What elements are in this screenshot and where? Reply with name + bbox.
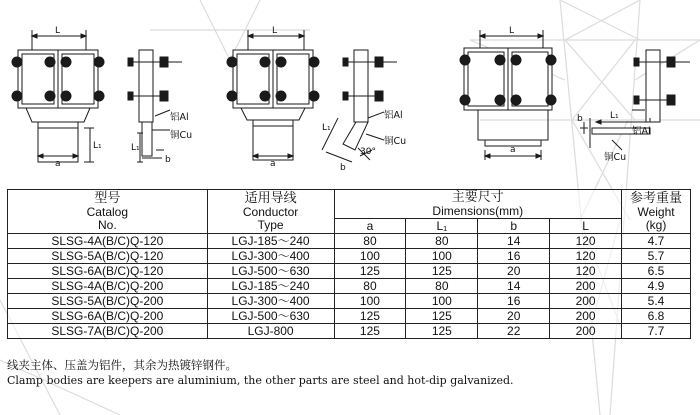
technical-drawings	[0, 0, 700, 185]
dim-label-L1: L₁	[610, 111, 619, 121]
header-model	[8, 190, 208, 234]
dim-label-L1: L₁	[322, 123, 331, 133]
header-col-L1: L₁	[406, 219, 478, 234]
header-conductor-en: Conductor	[242, 205, 299, 219]
cell-b: 20	[478, 264, 550, 279]
cell-conductor: LGJ-185～240	[207, 234, 334, 249]
cell-a: 100	[334, 294, 406, 309]
cell-model: SLSG-6A(B/C)Q-120	[8, 264, 208, 279]
cell-L: 200	[550, 324, 622, 339]
cell-weight: 4.9	[622, 279, 691, 294]
table-row	[8, 294, 691, 309]
cell-L: 120	[550, 249, 622, 264]
label-aluminium: 铝Al	[632, 126, 651, 137]
cell-a: 80	[334, 279, 406, 294]
label-aluminium: 铝Al	[170, 112, 189, 123]
cell-a: 125	[334, 324, 406, 339]
cell-conductor: LGJ-185～240	[207, 279, 334, 294]
dim-label-L: L	[272, 26, 278, 36]
dim-label-b: b	[165, 155, 171, 165]
cell-b: 16	[478, 249, 550, 264]
drawing-front-view-a	[12, 30, 104, 162]
cell-L: 200	[550, 309, 622, 324]
header-conductor-en: Type	[257, 218, 284, 232]
dim-label-L: L	[55, 26, 61, 36]
header-dimensions-en: Dimensions(mm)	[432, 204, 524, 218]
table-row	[8, 234, 691, 249]
header-conductor	[207, 190, 334, 234]
cell-model: SLSG-5A(B/C)Q-200	[8, 294, 208, 309]
header-weight-unit: (kg)	[645, 218, 667, 232]
cell-conductor: LGJ-500～630	[207, 264, 334, 279]
header-dimensions-zh: 主要尺寸	[451, 190, 504, 205]
header-weight	[622, 190, 691, 234]
label-copper: 铜Cu	[604, 152, 627, 163]
cell-weight: 6.5	[622, 264, 691, 279]
table-row	[8, 309, 691, 324]
header-col-L: L	[550, 219, 622, 234]
table-row	[8, 264, 691, 279]
drawing-front-view-c	[460, 30, 556, 160]
cell-b: 20	[478, 309, 550, 324]
cell-L: 200	[550, 279, 622, 294]
cell-conductor: LGJ-500～630	[207, 309, 334, 324]
cell-L1: 125	[406, 264, 478, 279]
header-col-b: b	[478, 219, 550, 234]
dim-label-L1: L₁	[131, 143, 140, 153]
note-chinese: 线夹主体、压盖为铝件，其余为热镀锌钢件。	[7, 358, 237, 372]
cell-L1: 125	[406, 309, 478, 324]
cell-conductor: LGJ-800	[207, 324, 334, 339]
dim-label-b: b	[577, 114, 583, 124]
dim-label-a: a	[510, 145, 516, 155]
cell-weight: 6.8	[622, 309, 691, 324]
cell-a: 80	[334, 234, 406, 249]
cell-L1: 80	[406, 279, 478, 294]
dim-label-L: L	[509, 26, 515, 36]
cell-conductor: LGJ-300～400	[207, 249, 334, 264]
dim-label-b: b	[340, 163, 346, 173]
header-model-zh: 型号	[94, 191, 121, 206]
cell-L1: 100	[406, 249, 478, 264]
cell-b: 14	[478, 279, 550, 294]
cell-L: 200	[550, 294, 622, 309]
label-copper: 铜Cu	[170, 130, 193, 141]
cell-weight: 5.7	[622, 249, 691, 264]
cell-L: 120	[550, 264, 622, 279]
table-row	[8, 249, 691, 264]
cell-b: 22	[478, 324, 550, 339]
header-weight-zh: 参考重量	[630, 191, 683, 206]
cell-b: 16	[478, 294, 550, 309]
cell-model: SLSG-7A(B/C)Q-200	[8, 324, 208, 339]
cell-model: SLSG-6A(B/C)Q-200	[8, 309, 208, 324]
table-row	[8, 324, 691, 339]
header-dimensions	[334, 190, 622, 219]
cell-weight: 4.7	[622, 234, 691, 249]
dim-label-a: a	[55, 159, 61, 169]
table-row	[8, 279, 691, 294]
header-col-a: a	[334, 219, 406, 234]
specification-table	[7, 189, 691, 339]
cell-b: 14	[478, 234, 550, 249]
cell-conductor: LGJ-300～400	[207, 294, 334, 309]
header-model-en: No.	[97, 218, 117, 232]
dim-label-a: a	[270, 159, 276, 169]
header-model-en: Catalog	[86, 205, 129, 219]
header-conductor-zh: 适用导线	[244, 191, 297, 206]
header-weight-en: Weight	[637, 205, 675, 219]
note-english: Clamp bodies are keepers are aluminium, the other parts are steel and hot-dip galvanized.	[7, 374, 514, 387]
cell-a: 125	[334, 309, 406, 324]
cell-weight: 7.7	[622, 324, 691, 339]
cell-L1: 80	[406, 234, 478, 249]
label-aluminium: 铝Al	[384, 110, 403, 121]
cell-L1: 100	[406, 294, 478, 309]
cell-a: 100	[334, 249, 406, 264]
angle-label: 30°	[360, 147, 376, 157]
cell-L: 120	[550, 234, 622, 249]
cell-a: 125	[334, 264, 406, 279]
cell-model: SLSG-4A(B/C)Q-200	[8, 279, 208, 294]
drawing-front-view-b	[227, 30, 319, 160]
cell-model: SLSG-4A(B/C)Q-120	[8, 234, 208, 249]
dim-label-L1: L₁	[93, 141, 102, 151]
cell-weight: 5.4	[622, 294, 691, 309]
cell-model: SLSG-5A(B/C)Q-120	[8, 249, 208, 264]
label-copper: 铜Cu	[384, 136, 407, 147]
cell-L1: 125	[406, 324, 478, 339]
